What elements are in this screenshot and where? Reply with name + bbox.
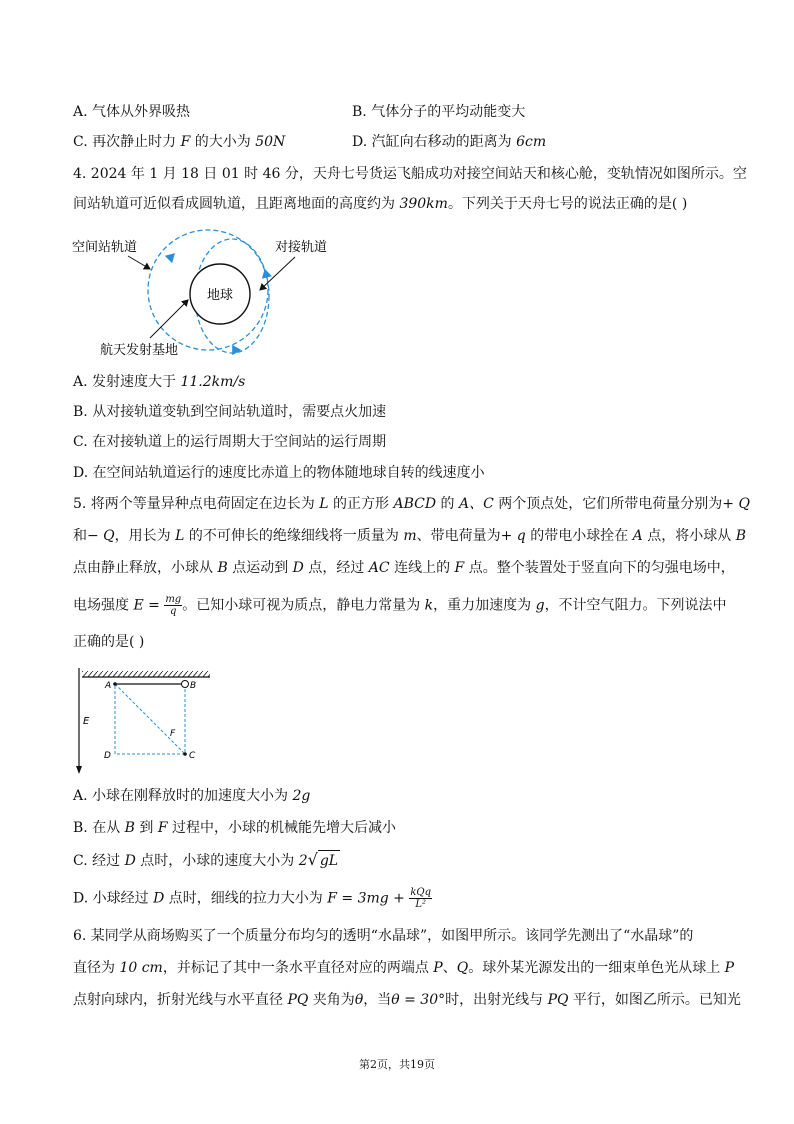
- label-B: B: [190, 681, 197, 691]
- diagonal-ac: [115, 684, 185, 754]
- q5-stem-line4: 电场强度 E = $\frac{mg}{q}$ 。已知小球可视为质点，静电力常量为 k，重力加速度为 g，不计空气阻力。下列说法中: [73, 594, 727, 617]
- station-orbit-label: 空间站轨道: [72, 240, 138, 255]
- q3-option-b: B. 气体分子的平均动能变大: [352, 104, 526, 120]
- q6-stem-line3: 点射向球内，折射光线与水平直径 PQ 夹角为θ，当θ = 30°时，出射光线与 PQ 平行，如图乙所示。已知光: [73, 992, 741, 1008]
- coulomb-fraction: $\frac{\text{kQq}}{\text{L²}}$: [410, 887, 432, 910]
- q3-option-d: D. 汽缸向右移动的距离为 6cm: [352, 134, 547, 150]
- q5-option-c: C. 经过 D 点时，小球的速度大小为 2√ gL: [73, 850, 339, 869]
- field-label-E: E: [83, 716, 90, 727]
- q5-option-a: A. 小球在刚释放时的加速度大小为 2g: [73, 788, 311, 804]
- field-fraction: $\frac{mg}{q}$: [165, 594, 182, 617]
- earth-label: 地球: [207, 288, 234, 303]
- q3-option-c: C. 再次静止时力 F 的大小为 50N: [73, 134, 286, 150]
- point-c: [183, 752, 187, 756]
- station-orbit-arrow: [170, 254, 174, 258]
- point-a: [113, 682, 117, 686]
- ball-b: [182, 681, 189, 688]
- label-D: D: [104, 751, 111, 761]
- q5-option-d: D. 小球经过 D 点时，细线的拉力大小为 F = 3mg + $\frac{\text{kQq}}{\text{L²}}$: [73, 887, 432, 910]
- docking-orbit-label: 对接轨道: [275, 240, 328, 255]
- q6-stem-line1: 6. 某同学从商场购买了一个质量分布均匀的透明“水晶球”，如图甲所示。该同学先测出了“水晶球”的: [73, 928, 694, 944]
- page-footer: 第2页，共19页: [359, 1058, 435, 1071]
- q5-stem-line3: 点由静止释放，小球从 B 点运动到 D 点，经过 AC 连线上的 F 点。整个装置处于竖直向下的匀强电场中，: [73, 560, 735, 576]
- sqrt-gl: gL: [318, 850, 340, 871]
- q5-stem-line2: 和− Q，用长为 L 的不可伸长的绝缘细线将一质量为 m、带电荷量为+ q 的带电小球拴在 A 点，将小球从 B: [73, 528, 746, 544]
- q4-stem-line1: 4. 2024 年 1 月 18 日 01 时 46 分，天舟七号货运飞船成功对接空间站天和核心舱，变轨情况如图所示。空: [73, 166, 747, 182]
- label-F: F: [170, 729, 176, 739]
- q5-stem-line5: 正确的是( ): [73, 634, 145, 650]
- square-charge-figure: [72, 666, 212, 778]
- q5-stem-line1: 5. 将两个等量异种点电荷固定在边长为 L 的正方形 ABCD 的 A、C 两个顶点处，它们所带电荷量分别为+ Q: [73, 496, 750, 512]
- orbit-figure: [70, 226, 340, 361]
- label-C: C: [189, 751, 196, 761]
- q4-option-b: B. 从对接轨道变轨到空间站轨道时，需要点火加速: [73, 404, 387, 420]
- q5-option-b: B. 在从 B 到 F 过程中，小球的机械能先增大后减小: [73, 820, 397, 836]
- q6-stem-line2: 直径为 10 cm，并标记了其中一条水平直径对应的两端点 P、Q。球外某光源发出的一细束单色光从球上 P: [73, 960, 735, 976]
- ceiling-hatch: [82, 671, 210, 677]
- q3-option-a: A. 气体从外界吸热: [73, 104, 191, 120]
- square-abcd: [115, 684, 185, 754]
- q4-stem-line2: 间站轨道可近似看成圆轨道，且距离地面的高度约为 390km。下列关于天舟七号的说法正确的是( ): [73, 196, 688, 212]
- q4-option-c: C. 在对接轨道上的运行周期大于空间站的运行周期: [73, 434, 387, 450]
- label-A: A: [105, 681, 112, 691]
- q4-option-d: D. 在空间站轨道运行的速度比赤道上的物体随地球自转的线速度小: [73, 465, 485, 481]
- launch-site-label: 航天发射基地: [100, 343, 179, 358]
- docking-orbit-arrow: [265, 270, 266, 274]
- q4-option-a: A. 发射速度大于 11.2km/s: [73, 374, 246, 390]
